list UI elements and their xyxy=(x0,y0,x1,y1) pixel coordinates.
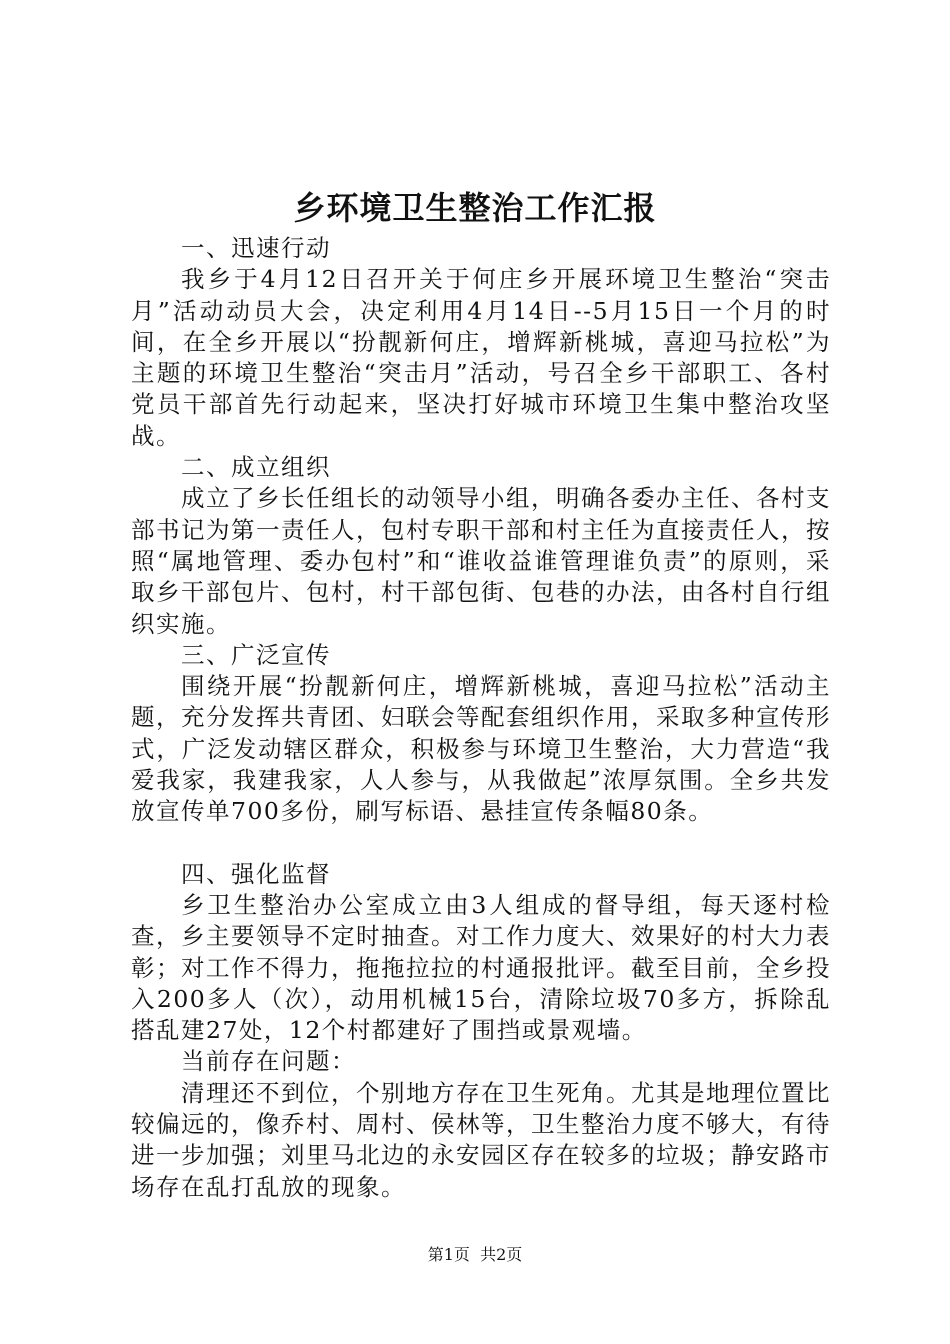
section-heading-4: 四、强化监督 xyxy=(181,859,331,888)
section-heading-3: 三、广泛宣传 xyxy=(181,640,331,669)
page-footer xyxy=(0,1244,950,1266)
section-heading-2: 二、成立组织 xyxy=(181,453,331,482)
page-number-label: 第1页 共2页 xyxy=(427,1245,523,1264)
section-paragraph-5: 清理还不到位，个别地方存在卫生死角。尤其是地理位置比较偏远的，像乔村、周村、侯林等，卫生整治力度不够大，有待进一步加强；刘里马北边的永安园区存在较多的垃圾；静安路市场存在乱打乱放的现象。 xyxy=(131,1078,831,1201)
paragraph-gap xyxy=(131,828,831,859)
document-body xyxy=(131,233,831,1203)
section-heading-5: 当前存在问题： xyxy=(181,1047,356,1076)
document-title: 乡环境卫生整治工作汇报 xyxy=(293,189,657,227)
section-paragraph-4: 乡卫生整治办公室成立由3人组成的督导组，每天逐村检查，乡主要领导不定时抽查。对工作力度大、效果好的村大力表彰；对工作不得力，拖拖拉拉的村通报批评。截至目前，全乡投入200多人（次），动用机械15台，清除垃圾70多方，拆除乱搭乱建27处，12个村都建好了围挡或景观墙。 xyxy=(131,890,831,1045)
section-paragraph-1: 我乡于4月12日召开关于何庄乡开展环境卫生整治“突击月”活动动员大会，决定利用4月14日--5月15日一个月的时间，在全乡开展以“扮靓新何庄，增辉新桃城，喜迎马拉松”为主题的环境卫生整治“突击月”活动，号召全乡干部职工、各村党员干部首先行动起来，坚决打好城市环境卫生集中整治攻坚战。 xyxy=(131,265,831,450)
section-paragraph-2: 成立了乡长任组长的动领导小组，明确各委办主任、各村支部书记为第一责任人，包村专职干部和村主任为直接责任人，按照“属地管理、委办包村”和“谁收益谁管理谁负责”的原则，采取乡干部包片、包村，村干部包街、包巷的办法，由各村自行组织实施。 xyxy=(131,484,831,638)
section-paragraph-3: 围绕开展“扮靓新何庄，增辉新桃城，喜迎马拉松”活动主题，充分发挥共青团、妇联会等配套组织作用，采取多种宣传形式，广泛发动辖区群众，积极参与环境卫生整治，大力营造“我爱我家，我建我家，人人参与，从我做起”浓厚氛围。全乡共发放宣传单700多份，刷写标语、悬挂宣传条幅80条。 xyxy=(131,672,831,826)
section-heading-1: 一、迅速行动 xyxy=(181,234,331,262)
